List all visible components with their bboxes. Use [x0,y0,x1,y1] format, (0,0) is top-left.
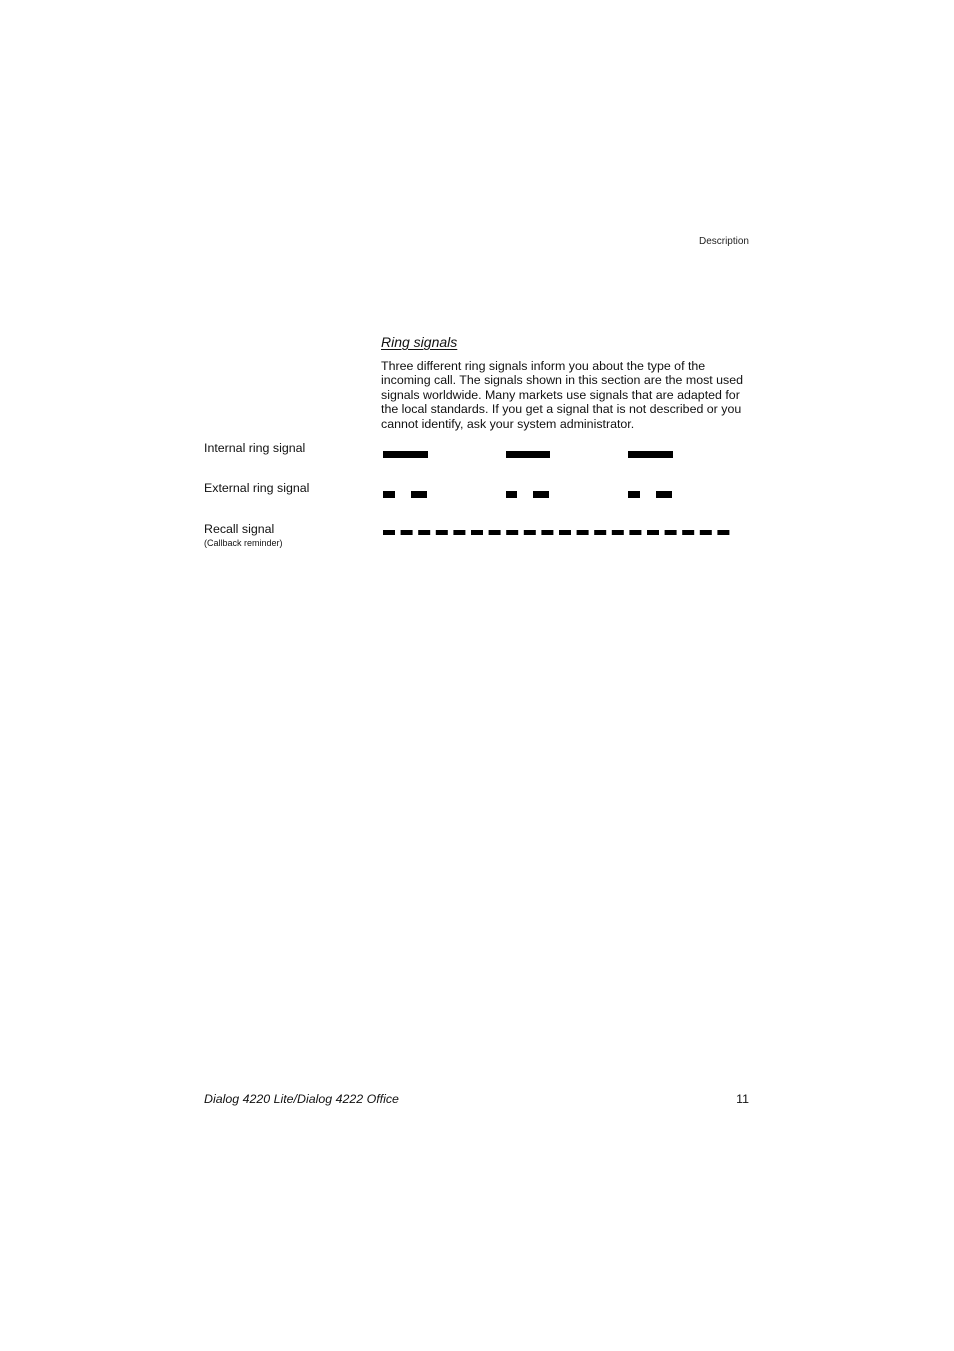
page-number: 11 [736,1092,749,1106]
internal-ring-burst [383,451,428,458]
recall-signal-burst [471,530,483,535]
recall-signal-burst [629,530,641,535]
external-ring-burst [411,491,427,498]
external-ring-burst [383,491,395,498]
external-ring-burst [506,491,517,498]
recall-signal-burst [436,530,448,535]
recall-signal-burst [383,530,395,535]
recall-signal-burst [612,530,624,535]
internal-ring-label: Internal ring signal [204,441,306,455]
external-ring-label: External ring signal [204,481,310,495]
recall-signal-burst [665,530,677,535]
external-ring-burst [533,491,549,498]
recall-signal-sublabel: (Callback reminder) [204,538,283,548]
recall-signal-burst [647,530,659,535]
recall-signal-burst [682,530,694,535]
external-ring-pattern-graphic [380,489,750,501]
external-ring-burst [656,491,672,498]
internal-ring-pattern [380,449,750,461]
recall-signal-burst [401,530,413,535]
internal-ring-burst [506,451,550,458]
section-title: Ring signals [381,334,458,350]
recall-signal-burst [524,530,536,535]
recall-signal-burst [418,530,430,535]
recall-signal-burst [700,530,712,535]
section-intro: Three different ring signals inform you about the type of the incoming call. The signals shown in this section are the most used signals worldwide. Many markets use signals that are adapted for the local standards. If you get a signal that is not described or you cannot identify, ask your system administrator. [381,359,744,431]
internal-ring-pattern-graphic [380,449,750,461]
recall-signal-burst [489,530,501,535]
external-ring-burst [628,491,640,498]
recall-signal-label: Recall signal [204,522,275,536]
recall-signal-pattern-graphic [380,527,750,539]
running-header: Description [698,236,749,247]
recall-signal-burst [577,530,589,535]
footer-title: Dialog 4220 Lite/Dialog 4222 Office [204,1092,399,1106]
recall-signal-burst [594,530,606,535]
external-ring-pattern [380,489,750,501]
recall-signal-burst [506,530,518,535]
recall-signal-burst [541,530,553,535]
recall-signal-pattern [380,527,750,539]
recall-signal-burst [559,530,571,535]
recall-signal-burst [717,530,729,535]
internal-ring-burst [628,451,673,458]
recall-signal-burst [453,530,465,535]
